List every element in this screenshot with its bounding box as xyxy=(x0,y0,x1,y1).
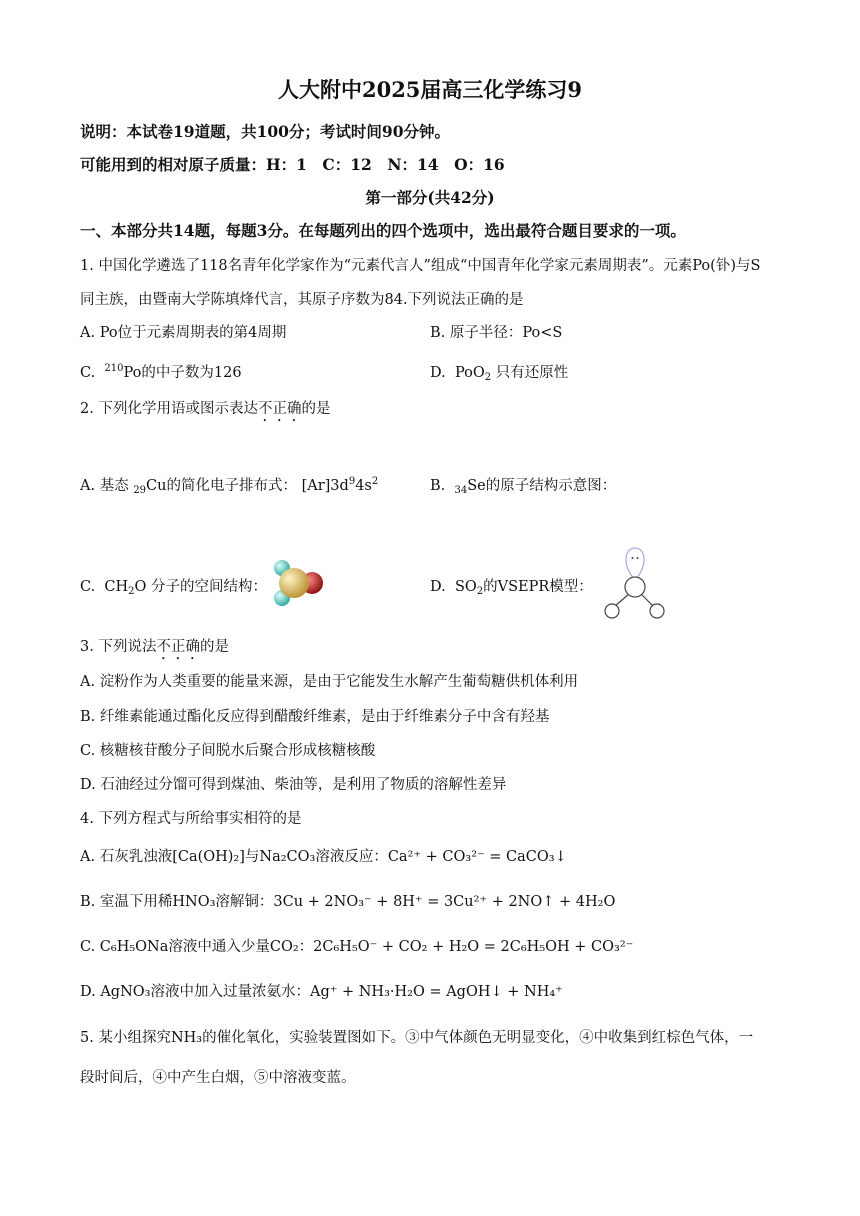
q4-stem: 4. 下列方程式与所给事实相符的是 xyxy=(80,811,302,827)
q1-option-b: B. 原子半径：Po<S xyxy=(430,325,563,341)
q3-stem: 3. 下列说法不正确的是 xyxy=(80,639,229,655)
q2-option-b: B. $_{34}$Se的原子结构示意图： xyxy=(430,478,617,496)
q2-stem: 2. 下列化学用语或图示表达不正确的是 xyxy=(80,401,331,417)
q1-option-a: A. Po位于元素周期表的第4周期 xyxy=(80,325,287,341)
page-title: 人大附中2025届高三化学练习9 xyxy=(277,77,583,102)
section-title: 一、本部分共14题，每题3分。在每题列出的四个选项中，选出最符合题目要求的一项。 xyxy=(80,221,686,240)
so2-vsepr-model xyxy=(598,542,672,624)
q3-option-c: C. 核糖核苷酸分子间脱水后聚合形成核糖核酸 xyxy=(80,743,376,759)
q3-option-d: D. 石油经过分馏可得到煤油、柴油等，是利用了物质的溶解性差异 xyxy=(80,777,507,793)
q4-option-b: B. 室温下用稀HNO₃溶解铜：3Cu + 2NO₃⁻ + 8H⁺ = 3Cu²⁺ + 2NO↑ + 4H₂O xyxy=(80,894,616,910)
carbon-atom xyxy=(279,568,309,598)
q2-option-c: C. $CH_2O$ 分子的空间结构： xyxy=(80,579,268,597)
part-title: 第一部分(共42分) xyxy=(365,188,495,207)
ch2o-space-filling-model xyxy=(268,556,328,612)
sulfur-center-atom xyxy=(625,577,645,597)
exam-note: 说明：本试卷19道题，共100分；考试时间90分钟。 xyxy=(80,122,450,141)
q5-stem-line1: 5. 某小组探究NH₃的催化氧化，实验装置图如下。③中气体颜色无明显变化，④中收集到红棕色气体，一 xyxy=(80,1030,754,1046)
q5-stem-line2: 段时间后，④中产生白烟，⑤中溶液变蓝。 xyxy=(80,1070,356,1086)
q3-option-a: A. 淀粉作为人类重要的能量来源，是由于它能发生水解产生葡萄糖供机体利用 xyxy=(80,674,579,690)
q4-option-d: D. AgNO₃溶液中加入过量浓氨水：Ag⁺ + NH₃·H₂O = AgOH↓ + NH₄⁺ xyxy=(80,984,563,1000)
q3-option-b: B. 纤维素能通过酯化反应得到醋酸纤维素，是由于纤维素分子中含有羟基 xyxy=(80,709,550,725)
oxygen-atom-left xyxy=(605,604,619,618)
q1-stem-line2: 同主族，由暨南大学陈填烽代言，其原子序数为84.下列说法正确的是 xyxy=(80,292,524,308)
q2-option-a: A. 基态 $_{29}$Cu的简化电子排布式： $[Ar]3d^94s^2$ xyxy=(80,476,379,496)
oxygen-atom-right xyxy=(650,604,664,618)
q1-option-c: C. $^{210}$Po的中子数为126 xyxy=(80,363,242,381)
q4-option-a: A. 石灰乳浊液[Ca(OH)₂]与Na₂CO₃溶液反应：Ca²⁺ + CO₃²⁻ = CaCO₃↓ xyxy=(80,849,567,865)
atomic-masses: 可能用到的相对原子质量：H：1 C：12 N：14 O：16 xyxy=(80,155,505,174)
lone-pair-lobe xyxy=(626,548,644,580)
q4-option-c: C. C₆H₅ONa溶液中通入少量CO₂：2C₆H₅O⁻ + CO₂ + H₂O = 2C₆H₅OH + CO₃²⁻ xyxy=(80,939,634,955)
q1-option-d: D. PoO$_2$ 只有还原性 xyxy=(430,365,569,383)
q2-option-d: D. $SO_2$的VSEPR模型： xyxy=(430,579,593,597)
q1-stem-line1: 1. 中国化学遴选了118名青年化学家作为“元素代言人”组成“中国青年化学家元素周期表”。元素Po(钋)与S xyxy=(80,258,761,274)
